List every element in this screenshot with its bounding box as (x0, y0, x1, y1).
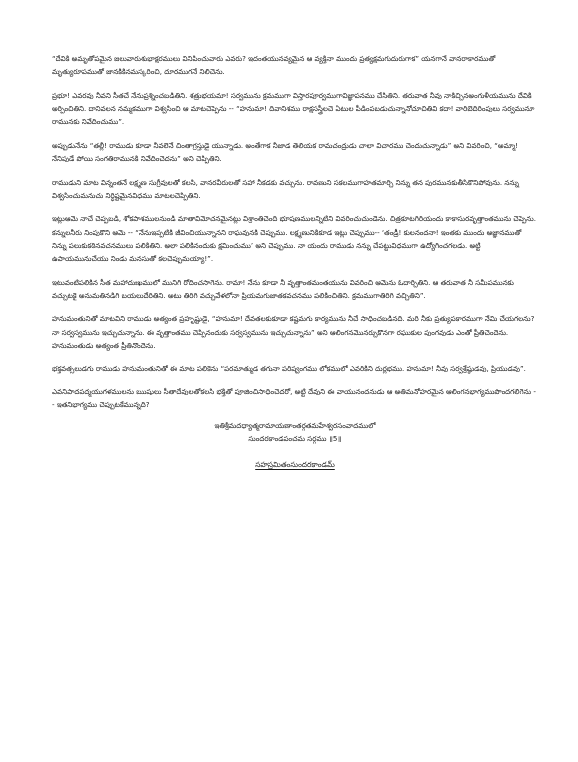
paragraph-8: భక్తవత్సలుడగు రాముడు హనుమంతునితో ఈ మాట పలికెను “పరమాత్ముడ తగునా పరిష్వంగము లోకములో ఎవరికిని దుర్లభము. హనుమా! నీవు సర్వశ్రేష్ఠుడవు, ప్రియుడవు”. (52, 364, 526, 374)
chapter-colophon (52, 420, 538, 445)
colophon-line-2: సుందరకాండపంచమ సర్గము ॥5॥ (248, 433, 342, 443)
paragraph-6: ఇటువంటిపలికిన సీత మహాదుఃఖములో మునిగి రోదించసాగెను. రామా! నేను కూడా నీ వృత్తాంతమంతయును వివరించి ఆమెను ఓదార్చితిని. ఆ తరువాత నీ సమీపమునకు వచ్చుటకై అనుమతినడిగి బయలుదేరితిని. అటు తిరిగి వచ్చువేళలోనా ప్రియమగుజాతకవచనము పలికించితిని. క్రమముగాతిరిగి వచ్చితిని”. (52, 277, 514, 300)
paragraph-9: ఎవనిపాదపద్మయుగళములను ఋషులు సీతాదేవులతోకలసి భక్తితో పూజించిసాధించెదరో, అట్టి దేవుని ఈ వాయునందనుడు ఆ అతిమనోహరమైన ఆలింగనభాగ్యముపొందగలిగెను -- ఇతనిభాగ్యము చెప్పుటకేమున్నది? (52, 386, 536, 409)
footer-title: సహస్రమితంసుందరకాండమ్ (255, 460, 335, 469)
paragraph-1: “దేవికి అమృతోపమైన జలువారుశుభాక్షరములు వినిపించువారు ఎవరు? ఇదంతయునవ్యమైన ఆ వ్యక్తినా ముందు ప్రత్యక్షమగుదురుగాక” యనగానే వానరాకారముతో మృత్యురూపముతో జానకికినమస్కరించి, దూరముగనే నిలిచెను. (52, 54, 496, 77)
document-page (52, 52, 538, 471)
colophon-line-1: ఇతిశ్రీమదధ్యాత్మరామాయణాంతర్గతమహేశ్వరసంవాదములో (214, 421, 376, 430)
paragraph-3: అప్పుడునేను “తల్లీ! రాముడు కూడా నీవలెనే చింతాగ్రస్తుడై యున్నాడు. అంతేగాక నీజాడ తెలియక రామచంద్రుడు చాలా విచారము చెందుచున్నాడు” అని వివరించి, “అమ్మా! నేనిపుడే పోయి సంగతిరామునకి నివేదించెదను” అని చెప్పితిని. (52, 140, 519, 163)
paragraph-7: హనుమంతునితో మాటవిని రాముడు అత్యంత ప్రహృష్టుడై, “హనుమా! దేవతలకుకూడా కష్టమగు కార్యమును నీచే సాధించబడినది. మరి నీకు ప్రత్యుపకారముగా నేమి చేయగలను? నా సర్వస్వమును ఇచ్చుచున్నాను. ఈ వృత్తాంతము చెప్పినందుకు సర్వస్వమును ఇచ్చుచున్నాను” అని ఆలింగనమొనర్చుకొనగా రఘుకుల పుంగవుడు ఎంతో ప్రీతిచెందెను. హనుమంతుడు అత్యంత ప్రీతినొందెను. (52, 314, 535, 350)
paragraph-2: ప్రభూ! ఎవరవు నీవని సీతచే నేనుప్రశ్నించబడితిని. శత్రుభయమా! సర్వమును క్రమముగా విస్తారపూర్వముగావిజ్ఞాపనము చేసితిని. తరువాత నీవు నాకిచ్చినఅంగుళీయమును దేవికి అర్పించితిని. దానివలన నమ్మకముగా విశ్వసించి ఆ మాటచెప్పెను -- “హనుమా! దివానిశము రాక్షసస్త్రీలచె ఏటుల పీడింపబడుచున్నానోచూచితివి కదా! వారిబెదిరింపులు సర్వమునూ రామునకు నివేదించుము”. (52, 90, 535, 127)
paragraph-5: ఇట్లుఆమె నాచే చెప్పబడి, శోకపాశములనుండి మాతావిమోచనమైనట్లు విశ్రాంతిచెంది భూషణములన్నిటిని వివరించుచుండెను. చిత్రకూటగిరియందు కాకాసురవృత్తాంతమును చెప్పెను. కన్నులనీరు నింపుకొని ఆమె -- “నేనుఇప్పటికి జీవించియున్నానని రాఘవునకి చెప్పుము. లక్ష్మణునికికూడ ఇట్లు చెప్పుము-- ‘తండ్రీ! కులనందనా! ఇంతకు ముందు అజ్ఞానముతో నిన్ను పలుకుకఠినవచనములు పలికితిని. అలా పలికినందుకు క్షమించుము’ అని చెప్పుము. నా యందు రాముడు నన్ను చేపట్టువిధముగా ఉద్యోగించగలడు. అట్టి ఉపాయమునుచేయు నిండు మనసుతో కలచెప్పుమయ్యా!”. (52, 214, 536, 263)
paragraph-4: రాముడుని మాట విన్నంతనే లక్ష్మణ సుగ్రీవులతో కలసి, వానరవీరులతో సహా నీకడకు వచ్చును. రావణుని సకలముగాహతమార్చి నిన్ను తన పురమునకుతీసికొనిపోవును. నన్ను విశ్వసించుమనుచు నిర్ధిష్టమైనవిధము మాటలచెప్పితిని. (52, 177, 519, 200)
